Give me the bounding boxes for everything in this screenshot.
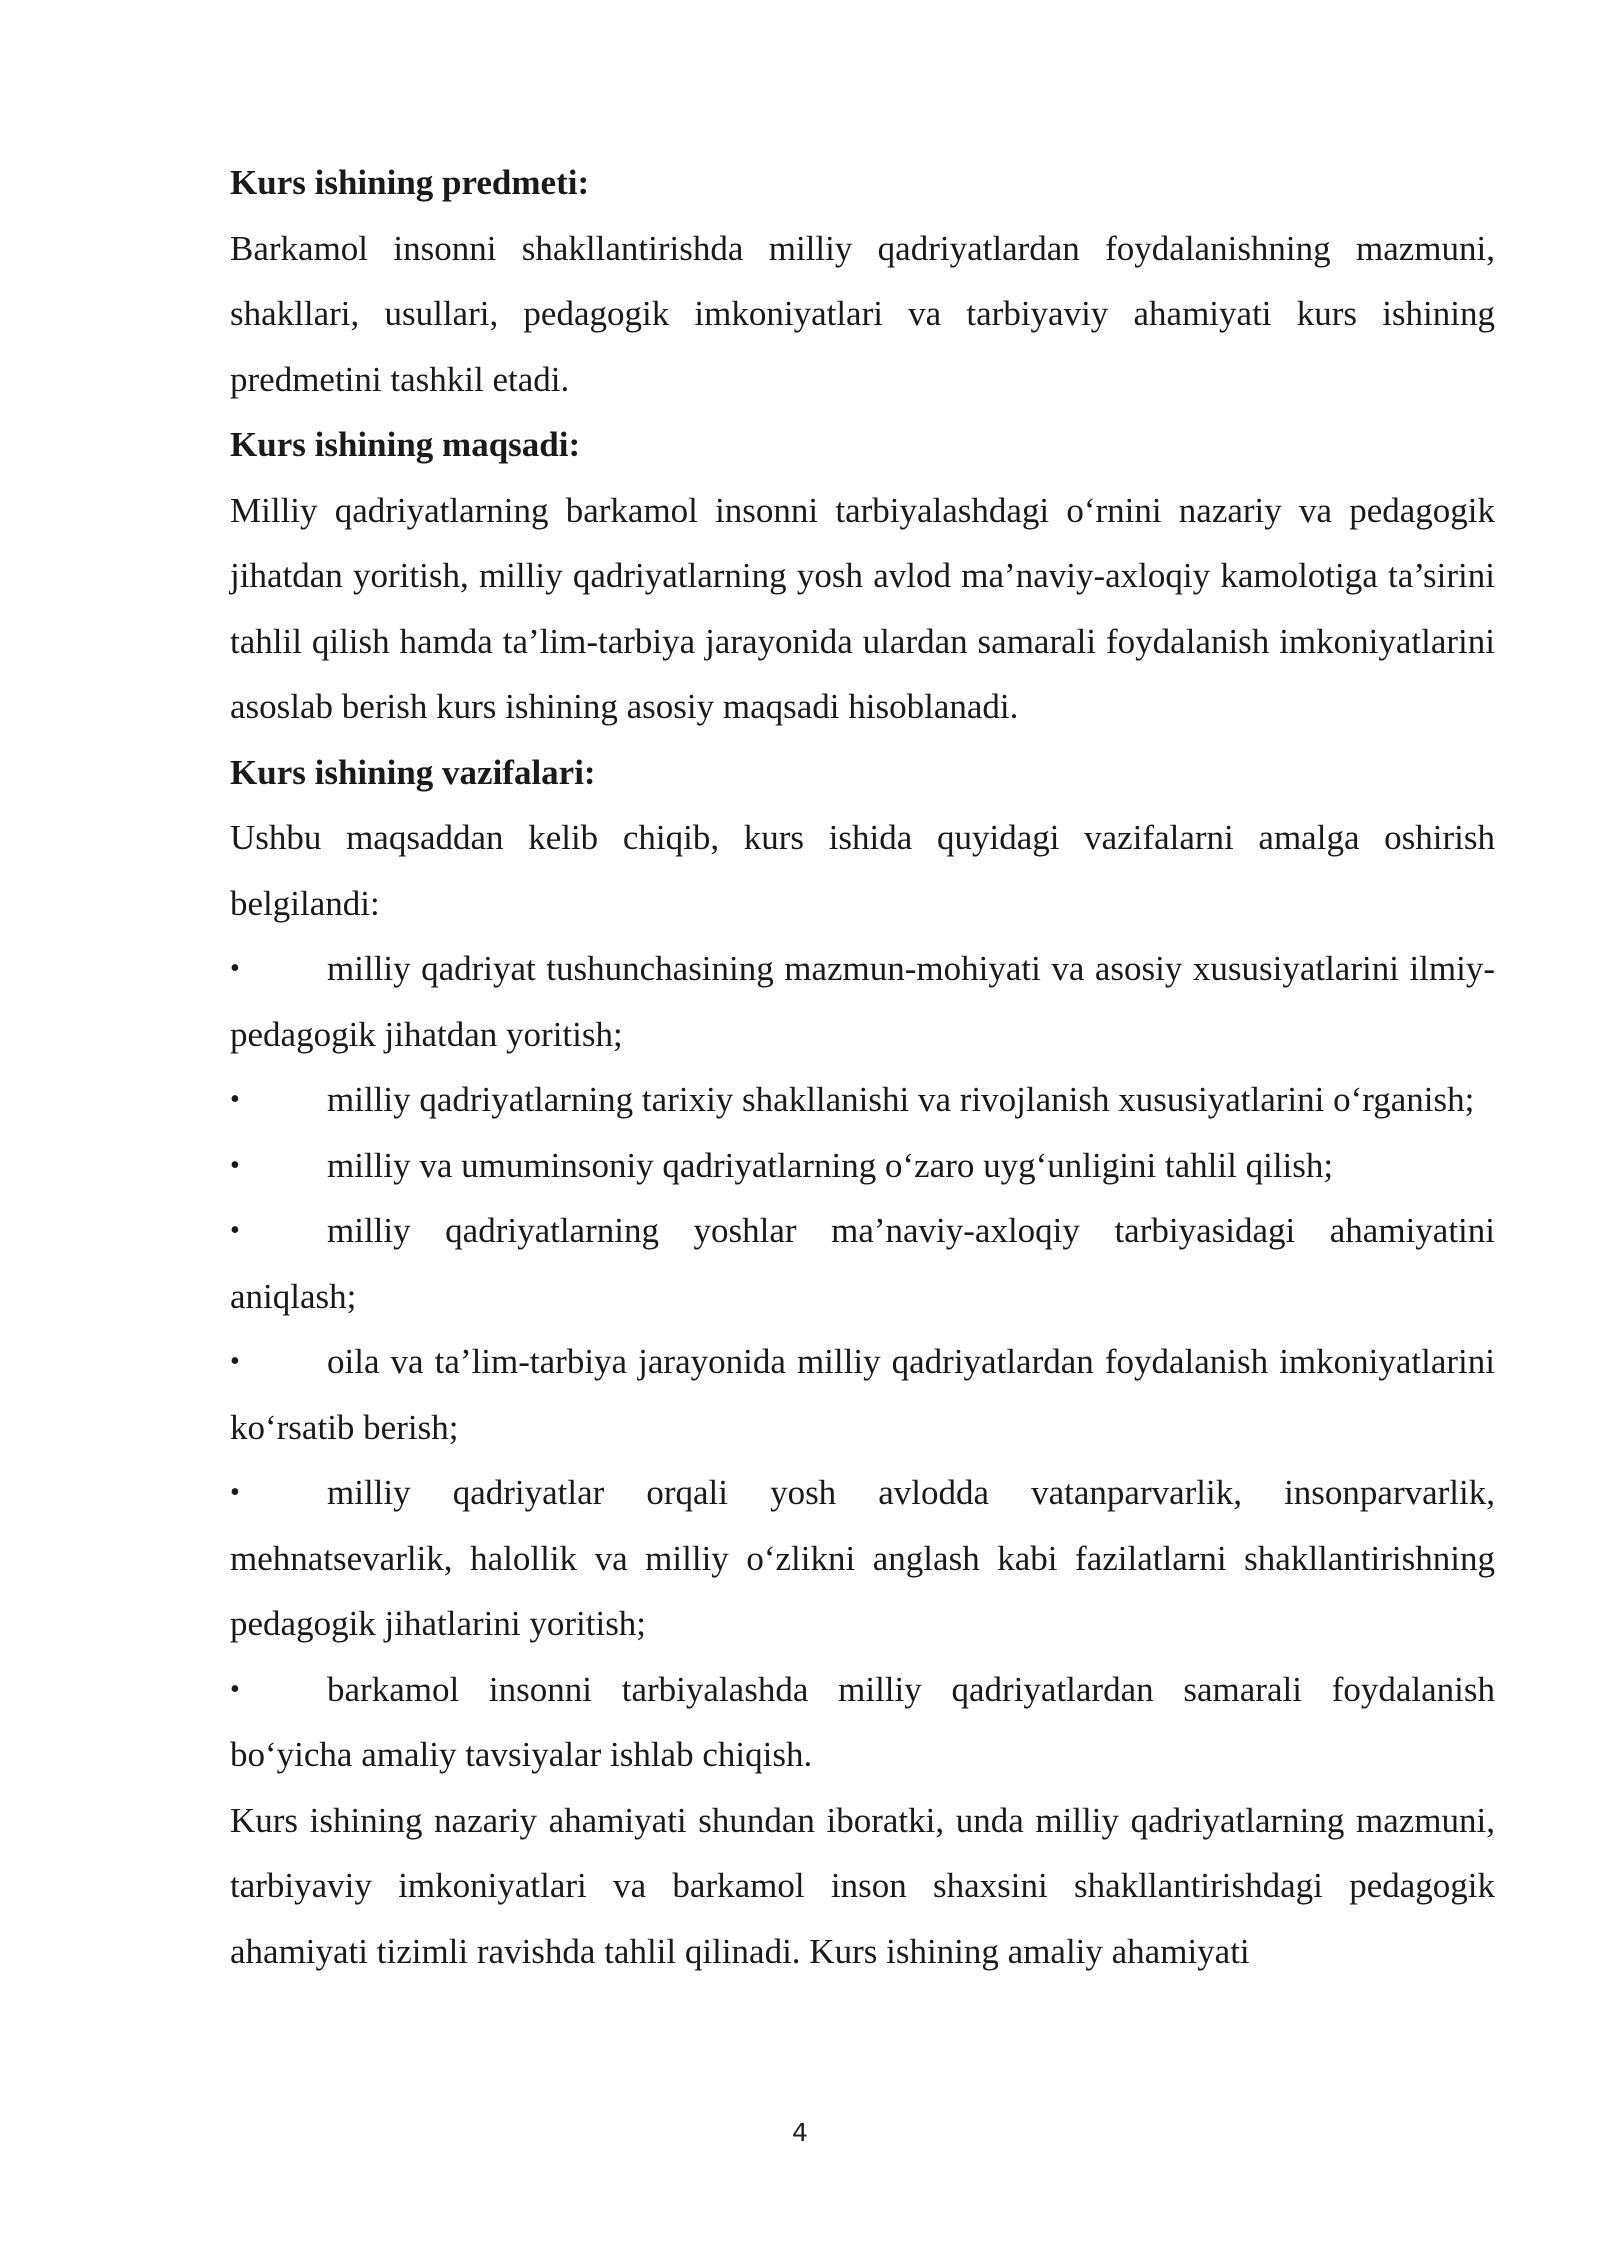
- tasks-heading: Kurs ishining vazifalari:: [230, 752, 596, 792]
- list-item-text: milliy qadriyatlarning yoshlar ma’naviy-axloqiy tarbiyasidagi ahamiyatini aniqlash;: [230, 1211, 1495, 1316]
- list-item: [230, 1657, 1495, 1788]
- significance-paragraph: Kurs ishining nazariy ahamiyati shundan iboratki, unda milliy qadriyatlarning mazmuni, tarbiyaviy imkoniyatlari va barkamol inson shaxsini shakllantirishdagi pedagogik ahamiyati tizimli ravishda tahlil qilinadi. Kurs ishining amaliy ahamiyati: [230, 1800, 1495, 1971]
- goal-heading: Kurs ishining maqsadi:: [230, 425, 581, 464]
- list-item: [230, 1460, 1495, 1657]
- list-item-text: oila va ta’lim-tarbiya jarayonida milliy qadriyatlardan foydalanish imkoniyatlarini ko‘rsatib berish;: [230, 1342, 1495, 1447]
- tasks-intro-paragraph: Ushbu maqsaddan kelib chiqib, kurs ishida quyidagi vazifalarni amalga oshirish belgilandi:: [230, 818, 1495, 923]
- list-item: [230, 1067, 1495, 1133]
- bullet-icon: •: [230, 1084, 240, 1115]
- list-item: [230, 1198, 1495, 1329]
- bullet-icon: •: [230, 1673, 240, 1705]
- list-item-text: milliy qadriyatlarning tarixiy shakllanishi va rivojlanish xususiyatlarini o‘rganish;: [327, 1080, 1475, 1119]
- bullet-icon: •: [230, 1477, 240, 1508]
- subject-paragraph: Barkamol insonni shakllantirishda milliy qadriyatlardan foydalanishning mazmuni, shakllari, usullari, pedagogik imkoniyatlari va tarbiyaviy ahamiyati kurs ishining predmetini tashkil etadi.: [230, 228, 1495, 399]
- list-item: [230, 1133, 1495, 1199]
- page-number: 4: [792, 2118, 808, 2147]
- list-item: [230, 936, 1495, 1067]
- bullet-icon: •: [230, 1346, 240, 1377]
- list-item-text: milliy qadriyat tushunchasining mazmun-mohiyati va asosiy xususiyatlarini ilmiy-pedagogik jihatdan yoritish;: [230, 949, 1495, 1054]
- tasks-list: [230, 936, 1495, 1788]
- list-item-text: milliy qadriyatlar orqali yosh avlodda vatanparvarlik, insonparvarlik, mehnatsevarlik, halollik va milliy o‘zlikni anglash kabi fazilatlarni shakllantirishning pedagogik jihatlarini yoritish;: [230, 1473, 1495, 1643]
- bullet-icon: •: [230, 1149, 240, 1181]
- bullet-icon: •: [230, 1215, 240, 1246]
- bullet-icon: •: [230, 953, 240, 984]
- document-page: [230, 150, 1495, 1984]
- subject-heading: Kurs ishining predmeti:: [230, 163, 590, 202]
- goal-paragraph: Milliy qadriyatlarning barkamol insonni tarbiyalashdagi o‘rnini nazariy va pedagogik jihatdan yoritish, milliy qadriyatlarning yosh avlod ma’naviy-axloqiy kamolotiga ta’sirini tahlil qilish hamda ta’lim-tarbiya jarayonida ulardan samarali foydalanish imkoniyatlarini asoslab berish kurs ishining asosiy maqsadi hisoblanadi.: [230, 490, 1495, 726]
- list-item-text: milliy va umuminsoniy qadriyatlarning o‘zaro uyg‘unligini tahlil qilish;: [327, 1145, 1334, 1185]
- list-item: [230, 1329, 1495, 1460]
- list-item-text: barkamol insonni tarbiyalashda milliy qadriyatlardan samarali foydalanish bo‘yicha amaliy tavsiyalar ishlab chiqish.: [230, 1669, 1495, 1774]
